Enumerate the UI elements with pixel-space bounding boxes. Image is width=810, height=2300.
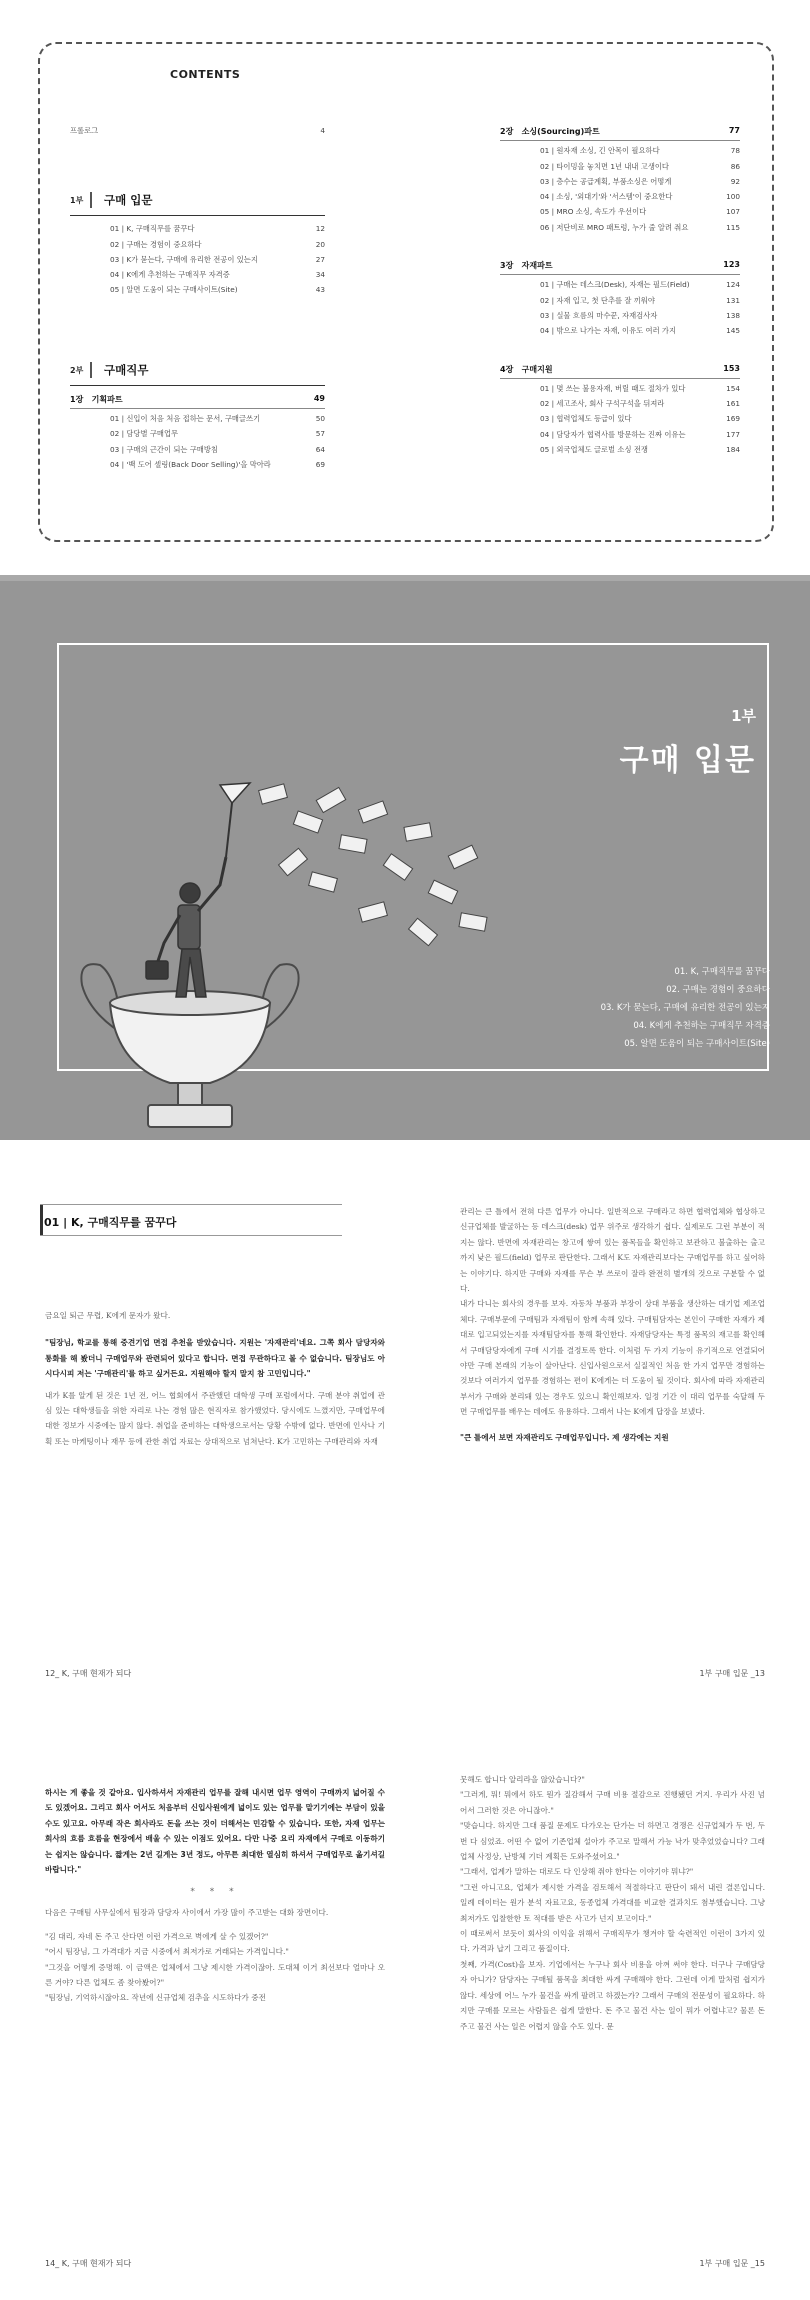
toc-entry[interactable] <box>500 443 740 458</box>
toc-entry-title: 02 | 담당별 구매업무 <box>110 429 179 439</box>
toc-entry-title: 02 | 자재 입고, 첫 단추를 잘 끼워야 <box>540 295 655 305</box>
contents-title: CONTENTS <box>170 68 241 81</box>
toc-entry-page: 43 <box>315 285 325 295</box>
toc-entry-page: 69 <box>315 459 325 469</box>
toc-chapter2[interactable]: 2장 소싱(Sourcing)파트 77 <box>500 126 740 136</box>
toc-entry-title: 06 | 저단비로 MRO 패트렁, 누가 줄 알려 줘요 <box>540 222 689 232</box>
toc-entry-page: 86 <box>730 161 740 171</box>
quoted-message: "큰 틀에서 보면 자재관리도 구매업무입니다. 제 생각에는 지원 <box>460 1432 669 1442</box>
toc-entry[interactable] <box>70 253 325 268</box>
dialog-paragraph: "팀장님, 기억하시잖아요. 작년에 신규업체 검추을 시도하다가 중전 <box>45 1993 266 2003</box>
dialog-paragraph: "그런 아니고요, 업체가 제시한 가격을 검토해서 적절하다고 판단이 돼서 내린 결론입니다. 일례 데이터는 원가 분석 자료고요, 동종업체 가격대를 비교한 결과치도 첨부했습니다. 그냥 최저가도 입찰한한 토 적대를 받은 사고가 넌지 보고이다." <box>460 1882 765 1923</box>
toc-entry-title: 03 | 협력업체도 등급이 있다 <box>540 414 632 424</box>
dialog-paragraph: "어시 팀장님, 그 가격대가 지금 시중에서 최저가로 거래되는 가격입니다." <box>45 1947 289 1957</box>
body-paragraph: 관리는 큰 틀에서 전혀 다른 업무가 아니다. 일반적으로 구매라고 하면 협력업체와 협상하고 신규업체를 발굴하는 등 데스크(desk) 업무 위주로 생각하기 쉽다. 실제로도 그런 부분이 적지는 않다. 반면에 자재관리는 창고에 쌓여 있는 품목들을 확인하고 보관하고 불출하는 출고까지 낮은 필드(field) 업무로 판단한다. 그래서 K도 자재관리보다는 구매업무를 하고 싶어하는 이야기다. 하지만 구매와 자재를 무슨 부 쓰로이 잘라 완전히 별개의 것으로 구분할 수 없다. <box>460 1207 765 1294</box>
toc-entry-page: 169 <box>726 414 740 424</box>
toc-entry-page: 161 <box>726 399 740 409</box>
toc-entry-page: 57 <box>315 429 325 439</box>
toc-entry[interactable] <box>500 190 740 205</box>
toc-entry-title: 02 | 구매는 경험이 중요하다 <box>110 239 202 249</box>
toc-entry-title: 03 | K가 묻는다, 구매에 유리한 전공이 있는지 <box>110 254 258 264</box>
dialog-paragraph: "그러게, 뭐! 뭐에서 하도 뭔가 질감해서 구매 비용 절감으로 진행됐던 거지. 우리가 사진 넘어서 그러한 것은 아니잖아." <box>460 1790 765 1815</box>
cover-chapter-item: 05. 알면 도움이 되는 구매사이트(Site) <box>624 1039 770 1049</box>
toc-entry[interactable] <box>70 238 325 253</box>
toc-chapter1-list <box>70 412 325 473</box>
toc-entry-title: 01 | 구매는 데스크(Desk), 자재는 필드(Field) <box>540 280 690 290</box>
toc-entry[interactable] <box>70 412 325 427</box>
body-paragraph: 내가 K를 알게 된 것은 1년 전, 어느 협회에서 주관했던 대학생 구매 포럼에서다. 구매 분야 취업에 관심 있는 대학생들을 위한 자리로 나는 경험 많은 현직자로 참가했었다. 당시에도 느꼈지만, 구매업무에 대한 정보가 시중에는 많지 않다. 취업을 준비하는 대학생으로서는 당황 수밖에 없다. 반면에 인사나 기획 또는 마케팅이나 재무 등에 관한 취업 자료는 상대적으로 넘쳐난다. K가 고민하는 구매관리와 자재 <box>45 1390 385 1446</box>
toc-entry[interactable] <box>500 397 740 412</box>
toc-entry[interactable] <box>70 283 325 298</box>
toc-entry[interactable] <box>500 294 740 309</box>
toc-entry[interactable] <box>500 144 740 159</box>
dialog-paragraph: 첫째, 가격(Cost)을 보자. 기업에서는 누구나 회사 비용을 아껴 써야 한다. 더구나 구매담당자 아니가? 담당자는 구매될 품목을 최대한 싸게 구매해야 한다. 그런데 이게 말처럼 쉽지가 않다. 세상에 어느 누가 물건을 싸게 팔려고 하겠는가? 그래서 구매의 전문성이 필요하다. 하지만 구매를 모르는 사람들은 쉽게 말한다. 돈 주고 물건 사는 일이 뭐가 어렵냐고? 물론 돈 주고 물건 사는 일은 어렵지 않을 수도 있다. 문 <box>460 1959 765 2031</box>
toc-entry[interactable] <box>70 268 325 283</box>
toc-part1-list <box>70 222 325 298</box>
intro-paragraph: 금요일 퇴근 무렵, K에게 문자가 왔다. <box>45 1311 171 1320</box>
toc-part1-heading: 1부 구매 입문 <box>70 193 153 208</box>
toc-entry[interactable] <box>70 222 325 237</box>
divider <box>70 385 325 386</box>
contents-left-column <box>70 124 325 473</box>
dialog-paragraph: "맞습니다. 하지만 그대 품질 문제도 다가오는 단가는 더 하면고 경쟁은 신규업체가 두 번, 두 번 다 심었죠. 어떤 수 없어 기존업체 설아가 주고로 말해서 가능 낙가 맞추었었습니다? 그래 업체 사정상, 난방체 기더 계획든 도와주셨어요." <box>460 1821 765 1862</box>
toc-entry[interactable] <box>500 278 740 293</box>
page-footer-right: 1부 구매 입문 _15 <box>699 2259 765 2268</box>
toc-entry-title: 04 | 담당자가 협력사를 방문하는 진짜 이유는 <box>540 429 686 439</box>
toc-entry-page: 124 <box>726 280 740 290</box>
page-footer-left: 12_ K, 구매 현재가 되다 <box>45 1669 132 1678</box>
toc-chapter4-list <box>500 382 740 458</box>
toc-entry-title: 01 | 몇 쓰는 불용자재, 버릴 때도 절차가 있다 <box>540 383 686 393</box>
toc-entry[interactable] <box>500 324 740 339</box>
dialog-paragraph: 이 때로써서 보듯이 회사의 이익을 위해서 구매직무가 챙겨야 할 숙련적인 이런이 3가지 있다. 가격과 납기 그리고 품질이다. <box>460 1929 765 1954</box>
toc-entry-page: 20 <box>315 239 325 249</box>
toc-entry-page: 12 <box>315 224 325 234</box>
page-footer-right: 1부 구매 입문 _13 <box>699 1669 765 1678</box>
toc-entry-title: 04 | 밖으로 나가는 자재, 이유도 여러 가지 <box>540 326 677 336</box>
toc-entry-page: 27 <box>315 254 325 264</box>
divider <box>500 378 740 379</box>
dialog-paragraph: "그것을 어떻게 증명해. 이 금액은 업체에서 그냥 제시한 가격이잖아. 도대체 이거 최선보다 얼마나 오른 거야? 다른 업체도 좀 찾아봤어?" <box>45 1962 385 1988</box>
trophy-icon <box>81 964 298 1127</box>
toc-entry[interactable] <box>70 427 325 442</box>
toc-entry-title: 03 | 층수는 공급계획, 부품소싱은 어떻게 <box>540 176 672 186</box>
toc-entry-title: 04 | 소싱, '외대기'와 '서스템'이 중요한다 <box>540 192 673 202</box>
toc-entry[interactable] <box>500 382 740 397</box>
quoted-message: 하시는 게 좋을 것 같아요. 입사하셔서 자재관리 업무를 잘해 내시면 업무 영역이 구매까지 넓어질 수도 있겠어요. 그리고 회사 어서도 처음부터 신입사원에게 넓이도 있는 업무를 맡기기에는 부담이 있을 수도 있고요. 아무래 작은 회사라도 돈을 쓰는 것이 더해서는 민감할 수 있습니다. 또한, 자재 업무는 회사의 흐름 흐름을 현장에서 배울 수 있는 이점도 있어요. 다만 나중 요리 자재에서 구매로 이동하기는 쉽지는 않습니다. 짧게는 2년 길게는 3년 정도, 아무튼 최대한 열심히 하셔서 구매업무로 옮기셔길 바랍니다." <box>45 1788 385 1875</box>
cover-part-title: 구매 입문 <box>619 743 756 778</box>
toc-entry-page: 145 <box>726 326 740 336</box>
part-cover-page <box>0 575 810 1140</box>
money-bills <box>259 784 487 946</box>
cover-chapter-item: 03. K가 묻는다, 구매에 유리한 전공이 있는지 <box>600 1003 770 1013</box>
dialog-paragraph: "그래서, 업계가 말하는 대로도 다 인상해 줘야 한다는 이야기야 뭐냐?" <box>460 1867 694 1877</box>
toc-entry-page: 154 <box>726 383 740 393</box>
toc-entry-title: 05 | MRO 소싱, 속도가 우선이다 <box>540 207 647 217</box>
toc-entry-title: 02 | 세고조사, 회사 구석구석을 뒤져라 <box>540 399 665 409</box>
toc-entry-title: 01 | 원자재 소싱, 긴 안목이 필요하다 <box>540 146 660 156</box>
toc-part2-heading: 2부 구매직무 <box>70 362 149 377</box>
toc-entry-page: 50 <box>315 414 325 424</box>
contents-page <box>0 0 810 575</box>
page-footer-left: 14_ K, 구매 현재가 되다 <box>45 2259 132 2268</box>
toc-entry[interactable] <box>500 412 740 427</box>
book-spread-pages-12-13 <box>0 1140 810 1730</box>
body-paragraph: 다음은 구매팀 사무실에서 팀장과 담당자 사이에서 가장 많이 주고받는 대화 장면이다. <box>45 1908 329 1918</box>
toc-entry-page: 115 <box>726 222 740 232</box>
toc-entry-title: 01 | K, 구매직무를 꿈꾸다 <box>110 224 195 234</box>
divider <box>500 140 740 141</box>
toc-entry-page: 92 <box>730 176 740 186</box>
divider <box>70 408 325 409</box>
toc-prologue[interactable]: 프롤로그 4 <box>70 126 325 135</box>
toc-entry-page: 138 <box>726 310 740 320</box>
right-page-text <box>460 1772 765 2034</box>
toc-entry-page: 100 <box>726 192 740 202</box>
toc-entry-title: 03 | 실물 흐름의 마수꾼, 자재검사자 <box>540 310 658 320</box>
book-spread-pages-14-15 <box>0 1730 810 2300</box>
chapter-heading: 01 | K, 구매직무를 꿈꾸다 <box>40 1204 342 1236</box>
toc-entry-page: 64 <box>315 444 325 454</box>
quoted-message: "팀장님, 학교를 통해 중견기업 면접 추천을 받았습니다. 지원는 '자재관리'네요. 그쪽 회사 담당자와 통화를 해 봤더니 구매업무와 관련되어 있다고 합니다. 면접 무관하다고 볼 수 없습니다. 팀장님도 아시다시피 저는 '구매관리'를 하고 싶거든요. 지원해야 할지 말지 참 고민입니다." <box>45 1338 385 1379</box>
trophy-illustration <box>60 775 510 1135</box>
toc-chapter3-list <box>500 278 740 339</box>
toc-chapter4[interactable]: 4장 구매지원 153 <box>500 363 740 374</box>
toc-entry-page: 107 <box>726 207 740 217</box>
toc-entry-page: 78 <box>730 146 740 156</box>
toc-entry-title: 05 | 외국업체도 글로벌 소싱 전쟁 <box>540 445 648 455</box>
dialog-paragraph: 뭇해도 합니다 알리라을 않았습니다?" <box>460 1775 585 1784</box>
toc-entry[interactable] <box>500 175 740 190</box>
toc-entry[interactable] <box>500 309 740 324</box>
toc-entry-title: 04 | '백 도어 셀링(Back Door Selling)'을 막아라 <box>110 459 271 469</box>
toc-entry-title: 05 | 알면 도움이 되는 구매사이트(Site) <box>110 285 238 295</box>
toc-chapter2-list <box>500 144 740 236</box>
body-paragraph: 내가 다니는 회사의 경우를 보자. 자동차 부품과 부장이 상대 부품을 생산하는 대기업 제조업체다. 구매부문에 구매팀과 자재팀이 함께 속해 있다. 구매팀담자는 본인이 구매한 자재가 제대로 입고되었는지를 자재팀담자를 통해 확인한다. 자재담당자는 특정 품목의 재고를 확인해서 구매담당자에게 구매 시기를 결정토록 한다. 이처럼 두 가지 기능이 유기적으로 연결되어야만 구매 본래의 기능이 살아난다. 신입사원으로서 실질적인 처음 한 가지 업무만 경험하는 것보다 여러가지 업무를 경험하는 편이 K에게는 더 도움이 될 것이다. 회사에 따라 자재관리 부서가 구매와 분리돼 있는 경우도 있으니 확인해보자. 일정 기간 이 대리 업무를 숙달해 두면 구매업무를 배우는 데에도 유용하다. 그래서 나는 K에게 답장을 보냈다. <box>460 1299 765 1417</box>
toc-entry[interactable] <box>500 428 740 443</box>
cover-chapter-item: 01. K, 구매직무를 꿈꾸다 <box>674 967 770 977</box>
contents-right-column <box>500 124 740 458</box>
section-break: * * * <box>190 1887 240 1898</box>
toc-entry[interactable] <box>70 458 325 473</box>
toc-entry-title: 01 | 신입이 처음 처음 접하는 문서, 구매글쓰기 <box>110 414 261 424</box>
toc-entry-page: 184 <box>726 445 740 455</box>
toc-entry-page: 131 <box>726 295 740 305</box>
toc-entry[interactable] <box>500 205 740 220</box>
toc-entry[interactable] <box>500 160 740 175</box>
cover-chapter-list <box>601 963 770 1053</box>
toc-entry-page: 177 <box>726 429 740 439</box>
cover-chapter-item: 02. 구매는 경험이 중요하다 <box>666 985 770 995</box>
toc-entry-page: 34 <box>315 270 325 280</box>
cover-part-number: 1부 <box>731 707 756 725</box>
dialog-list <box>45 1929 385 2006</box>
toc-entry-title: 03 | 구매의 근간이 되는 구매방침 <box>110 444 218 454</box>
toc-entry-title: 04 | K에게 추천하는 구매직무 자격증 <box>110 270 230 280</box>
left-page-text <box>45 1785 385 2006</box>
divider <box>500 274 740 275</box>
divider <box>70 215 325 216</box>
dialog-paragraph: "김 대리, 자네 돈 주고 산다면 이런 가격으로 벽에게 살 수 있겠어?" <box>45 1931 269 1941</box>
toc-entry-title: 02 | 타이밍을 놓치면 1년 내내 고생이다 <box>540 161 669 171</box>
toc-chapter3[interactable]: 3장 자재파트 123 <box>500 260 740 271</box>
person-figure <box>146 783 250 997</box>
toc-entry[interactable] <box>70 443 325 458</box>
toc-chapter1[interactable]: 1장 기획파트 49 <box>70 393 325 404</box>
cover-chapter-item: 04. K에게 추천하는 구매직무 자격증 <box>633 1021 770 1031</box>
left-page-text <box>45 1308 385 1449</box>
right-page-text <box>460 1204 765 1445</box>
toc-entry[interactable] <box>500 221 740 236</box>
